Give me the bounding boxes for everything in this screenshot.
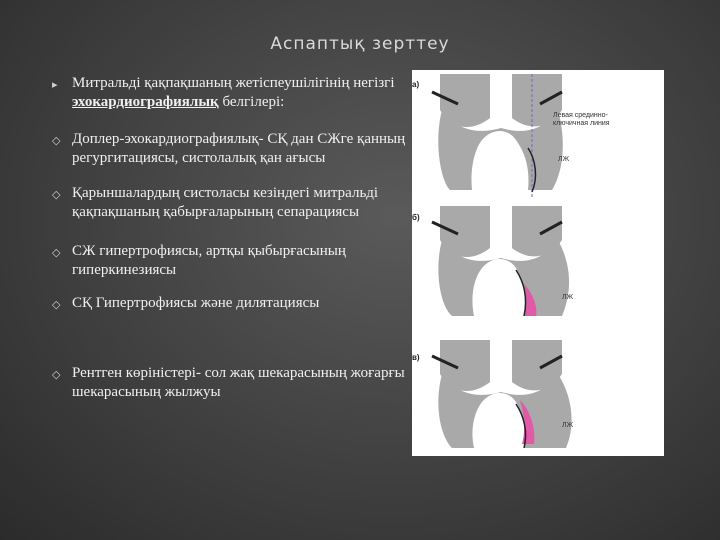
chamber-label: ЛЖ <box>558 156 570 163</box>
bullet-text: СҚ Гипертрофиясы және дилятациясы <box>72 295 320 311</box>
panel-c-silhouette <box>432 340 572 448</box>
arrow-bullet-icon: ▸ <box>52 78 58 91</box>
bullet-text: СЖ гипертрофиясы, артқы қыбырғасының гиперкинезиясы <box>72 243 346 278</box>
panel-letter: б) <box>412 213 420 222</box>
bullet-hypertrophy-la <box>52 294 319 314</box>
bullet-text: Доплер-эхокардиографиялық- СҚ дан СЖге қанның регургитациясы, систолалық қан ағысы <box>72 131 406 166</box>
bullet-hypertrophy-lv <box>52 242 412 280</box>
panel-a-silhouette <box>432 74 563 198</box>
bullet-emphasis: эхокардиографиялық <box>72 94 219 110</box>
panel-b-silhouette <box>432 206 569 316</box>
diamond-bullet-icon: ◇ <box>52 188 61 201</box>
bullet-separation <box>52 184 412 222</box>
diamond-bullet-icon: ◇ <box>52 298 61 311</box>
chamber-label: ЛЖ <box>562 422 574 429</box>
diamond-bullet-icon: ◇ <box>52 134 61 147</box>
bullet-doppler <box>52 130 412 168</box>
bullet-text: Рентген көріністері- сол жақ шекарасының жоғарғы шекарасының жылжуы <box>72 365 405 400</box>
bullet-text: белгілері: <box>218 94 285 110</box>
bullet-text: Митральді қақпақшаның жетіспеушілігінің негізгі <box>72 75 395 91</box>
diamond-bullet-icon: ◇ <box>52 246 61 259</box>
bullet-text: Қарыншалардың систоласы кезіндегі митральді қақпақшаның қабырғаларының сепарациясы <box>72 185 379 220</box>
xray-figure <box>412 70 664 456</box>
midclavicular-line-label: Левая срединно- ключичная линия <box>553 112 610 127</box>
slide-title: Аспаптық зерттеу <box>270 34 450 54</box>
bullet-xray <box>52 364 412 402</box>
panel-letter: в) <box>412 353 420 362</box>
chamber-label: ЛЖ <box>562 294 574 301</box>
panel-letter: а) <box>412 80 420 89</box>
bullet-echo-signs <box>52 74 412 112</box>
diamond-bullet-icon: ◇ <box>52 368 61 381</box>
